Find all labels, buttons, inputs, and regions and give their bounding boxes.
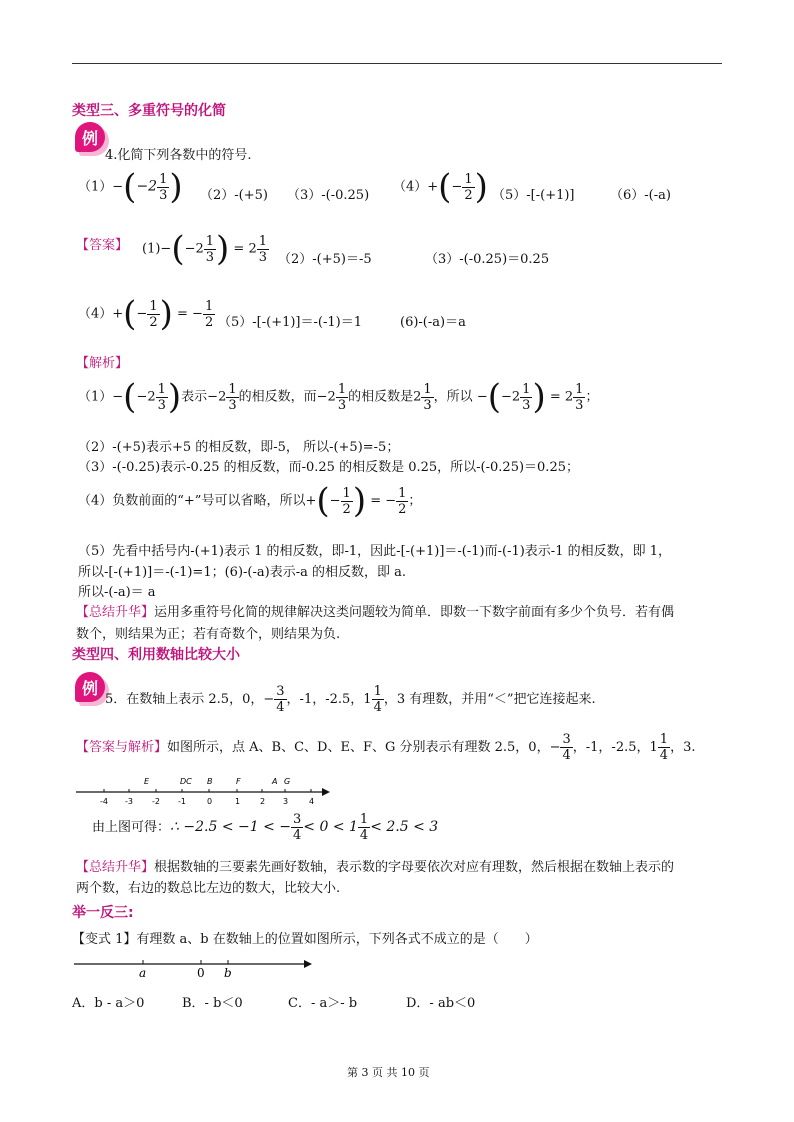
q1: （1）−(−2 $\frac{1}{3}$ ) xyxy=(78,167,183,207)
axis-point-DC: DC xyxy=(180,777,192,786)
analysis-6: 所以-(-a)＝ a xyxy=(78,585,156,600)
axis-point-F: F xyxy=(236,777,241,786)
analysis-5-line1: （5）先看中括号内-(+1)表示 1 的相反数，即-1，因此-[-(+1)]＝-(-1)而-(-1)表示-1 的相反数，即 1， xyxy=(78,544,672,559)
a5: （5）-[-(+1)]＝-(-1)＝1 xyxy=(218,315,362,330)
axis-label-a: a xyxy=(139,966,147,980)
tick-minus-4: -4 xyxy=(100,797,108,806)
option-c[interactable]: C．- a＞- b xyxy=(288,996,358,1011)
number-line-2 xyxy=(72,950,322,982)
axis-point-B: B xyxy=(207,777,213,786)
q5: （5）-[-(+1)] xyxy=(492,188,575,203)
analysis-4: （4）负数前面的“+”号可以省略，所以+(− $\frac{1}{2}$ ) = − $\frac{1}{2}$ ； xyxy=(78,481,422,521)
option-b[interactable]: B．- b＜0 xyxy=(182,996,243,1011)
tick-4: 4 xyxy=(309,797,315,806)
option-a[interactable]: A．b - a＞0 xyxy=(72,996,145,1011)
header-rule xyxy=(72,63,722,64)
section3-title: 类型三、多重符号的化简 xyxy=(72,103,226,119)
q3: （3）-(-0.25) xyxy=(287,188,370,203)
summary-4-line2: 两个数，右边的数总比左边的数大，比较大小. xyxy=(76,881,341,896)
example-badge: 例 xyxy=(75,122,105,152)
tick-minus-1: -1 xyxy=(178,797,186,806)
analysis-tag: 【解析】 xyxy=(76,356,129,371)
summary-3-line2: 数个，则结果为正；若有奇数个，则结果为负. xyxy=(76,627,341,642)
question-4: 4.化简下列各数中的符号. xyxy=(105,148,252,163)
section4-title: 类型四、利用数轴比较大小 xyxy=(72,647,240,663)
question-5: 5．在数轴上表示 2.5，0，− $\frac{3}{4}$ ，-1，-2.5，1 $\frac{1}{4}$ ，3 有理数，并用“＜”把它连接起来. xyxy=(105,684,596,715)
example-badge-2: 例 xyxy=(75,672,105,702)
a6: (6)-(-a)＝a xyxy=(400,315,466,330)
a4: （4）+(− $\frac{1}{2}$ ) = − $\frac{1}{2}$ xyxy=(78,294,214,334)
a2: （2）-(+5)＝-5 xyxy=(278,252,372,267)
axis-point-A: A xyxy=(272,777,278,786)
summary-3-line1: 【总结升华】运用多重符号化简的规律解决这类问题较为简单．即数一下数字前面有多少个负号．若有偶 xyxy=(76,605,675,620)
answer-analysis-5: 【答案与解析】如图所示，点 A、B、C、D、E、F、G 分别表示有理数 2.5，0，− $\frac{3}{4}$ ，-1，-2.5，1 $\frac{1}{4}$ ，3. xyxy=(76,732,696,763)
axis-label-b: b xyxy=(224,966,232,980)
q4: （4）+(− $\frac{1}{2}$ ) xyxy=(393,167,488,207)
option-d[interactable]: D．- ab＜0 xyxy=(406,996,476,1011)
axis-label-0: 0 xyxy=(197,966,205,980)
tick-1: 1 xyxy=(235,797,241,806)
analysis-3: （3）-(-0.25)表示-0.25 的相反数，而-0.25 的相反数是 0.25，所以-(-0.25)＝0.25； xyxy=(78,460,579,475)
axis-point-E: E xyxy=(144,777,150,786)
answer-tag: 【答案】 xyxy=(76,238,129,253)
result-inequality: 由上图可得：∴ −2.5 < −1 < − $\frac{3}{4}$ < 0 < 1 $\frac{1}{4}$ < 2.5 < 3 xyxy=(92,812,439,843)
tick-3: 3 xyxy=(283,797,289,806)
variant-1: 【变式 1】有理数 a、b 在数轴上的位置如图所示，下列各式不成立的是（ ） xyxy=(72,932,538,947)
axis-point-G: G xyxy=(284,777,291,786)
summary-4-line1: 【总结升华】根据数轴的三要素先画好数轴，表示数的字母要依次对应有理数，然后根据在数轴上表示的 xyxy=(76,860,675,875)
analysis-2: （2）-(+5)表示+5 的相反数，即-5， 所以-(+5)=-5； xyxy=(78,440,400,455)
q2: （2）-(+5) xyxy=(200,188,268,203)
analysis-5-line2: 所以-[-(+1)]＝-(-1)=1；(6)-(-a)表示-a 的相反数，即 a. xyxy=(78,565,406,580)
tick-minus-2: -2 xyxy=(152,797,160,806)
tick-minus-3: -3 xyxy=(125,797,133,806)
tick-0: 0 xyxy=(207,797,213,806)
number-line-1 xyxy=(72,772,332,812)
analysis-1: （1）−(−2 $\frac{1}{3}$ )表示−2 $\frac{1}{3}$ 的相反数，而−2 $\frac{1}{3}$ 的相反数是2 $\frac{1}{3}$ ，所以 −(−2 $\frac{1}{3}$ ) = 2 $\frac{1}{3}$ ； xyxy=(78,377,599,417)
page-footer: 第 3 页 共 10 页 xyxy=(347,1066,430,1079)
tick-2: 2 xyxy=(260,797,266,806)
a3: （3）-(-0.25)＝0.25 xyxy=(425,252,550,267)
q6: （6）-(-a) xyxy=(610,188,671,203)
practice-title: 举一反三: xyxy=(72,905,134,921)
a1: (1)−(−2 $\frac{1}{3}$ ) = 2 $\frac{1}{3}$ xyxy=(142,229,268,269)
